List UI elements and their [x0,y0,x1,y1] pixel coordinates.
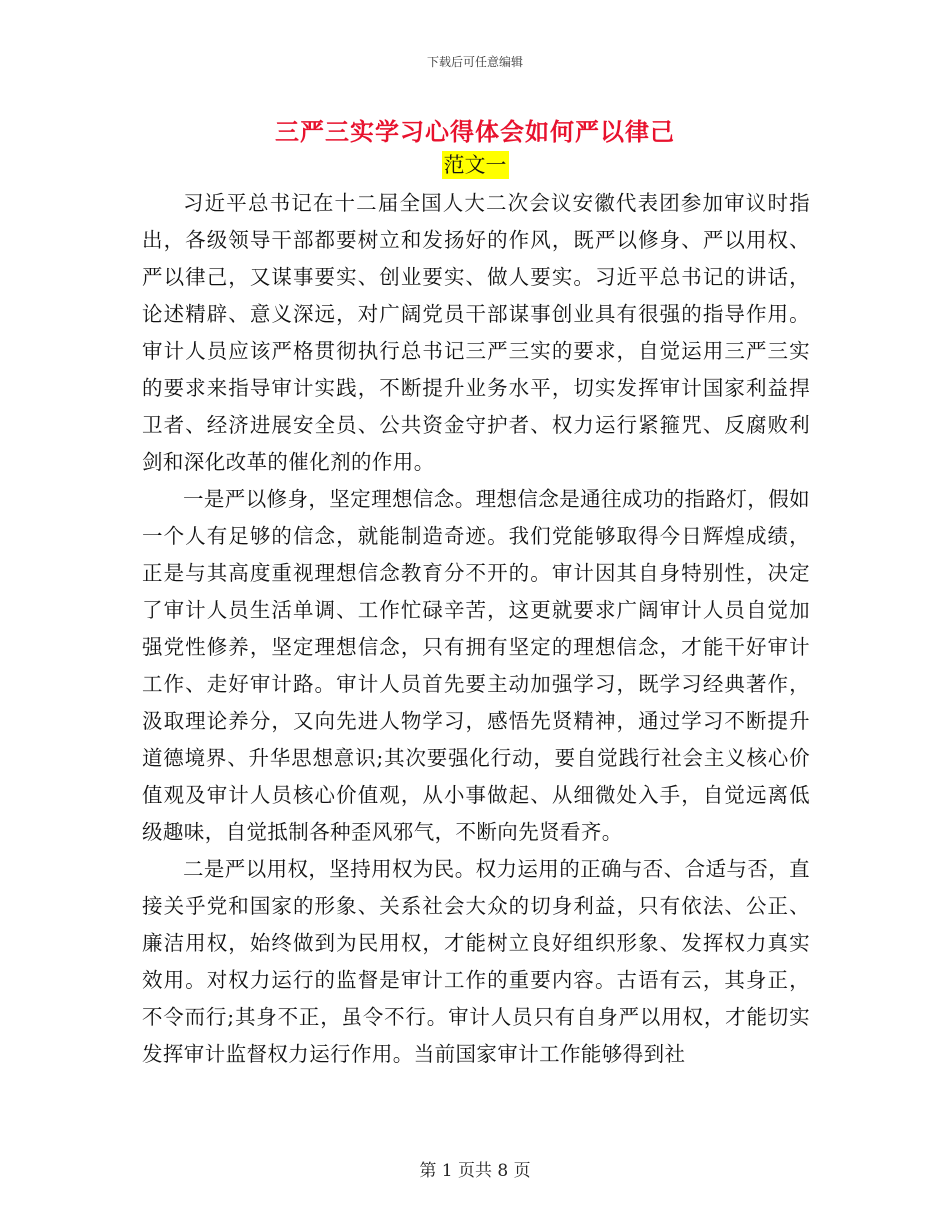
document-body [142,185,810,1073]
paragraph-3: 二是严以用权，坚持用权为民。权力运用的正确与否、合适与否，直接关乎党和国家的形象、关系社会大众的切身利益，只有依法、公正、廉洁用权，始终做到为民用权，才能树立良好组织形象、发挥权力真实效用。对权力运行的监督是审计工作的重要内容。古语有云，其身正，不令而行;其身不正，虽令不行。审计人员只有自身严以用权，才能切实发挥审计监督权力运行作用。当前国家审计工作能够得到社 [142,857,810,1066]
paragraph-2: 一是严以修身，坚定理想信念。理想信念是通往成功的指路灯，假如一个人有足够的信念，就能制造奇迹。我们党能够取得今日辉煌成绩，正是与其高度重视理想信念教育分不开的。审计因其自身特别性，决定了审计人员生活单调、工作忙碌辛苦，这更就要求广阔审计人员自觉加强党性修养，坚定理想信念，只有拥有坚定的理想信念，才能干好审计工作、走好审计路。审计人员首先要主动加强学习，既学习经典著作，汲取理论养分，又向先进人物学习，感悟先贤精神，通过学习不断提升道德境界、升华思想意识;其次要强化行动，要自觉践行社会主义核心价值观及审计人员核心价值观，从小事做起、从细微处入手，自觉远离低级趣味，自觉抵制各种歪风邪气，不断向先贤看齐。 [142,487,810,844]
document-title: 三严三实学习心得体会如何严以律己 [275,117,675,146]
document-subtitle: 范文一 [443,153,507,177]
header-note: 下载后可任意编辑 [426,55,523,69]
page-indicator: 第 1 页共 8 页 [419,1161,531,1181]
paragraph-1: 习近平总书记在十二届全国人大二次会议安徽代表团参加审议时指出，各级领导干部都要树立和发扬好的作风，既严以修身、严以用权、严以律己，又谋事要实、创业要实、做人要实。习近平总书记的讲话，论述精辟、意义深远，对广阔党员干部谋事创业具有很强的指导作用。审计人员应该严格贯彻执行总书记三严三实的要求，自觉运用三严三实的要求来指导审计实践，不断提升业务水平，切实发挥审计国家利益捍卫者、经济进展安全员、公共资金守护者、权力运行紧箍咒、反腐败利剑和深化改革的催化剂的作用。 [142,191,810,474]
subtitle-wrapper [0,151,950,179]
